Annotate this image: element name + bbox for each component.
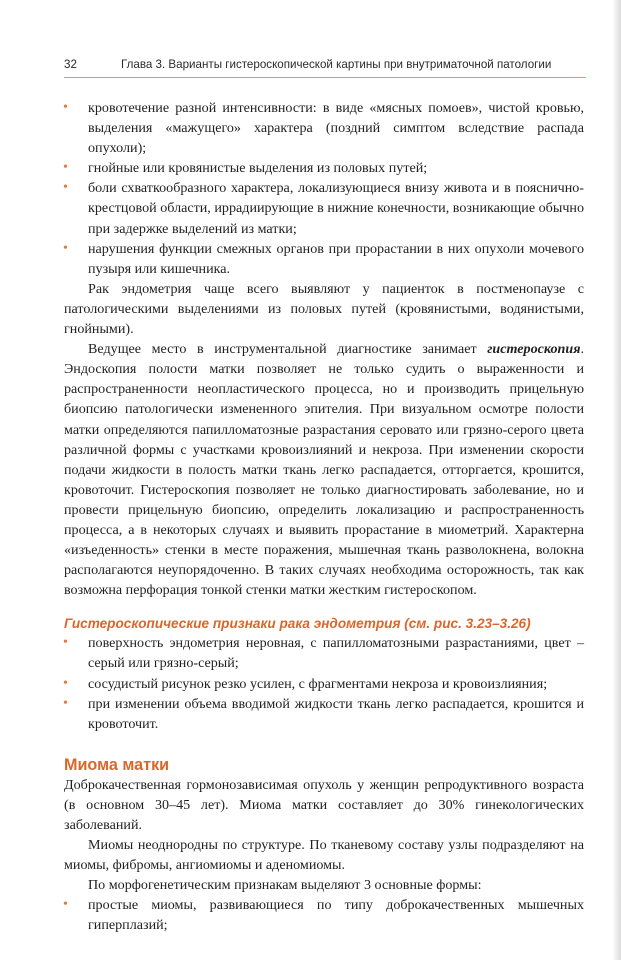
list-item <box>64 694 584 734</box>
list-item-text: нарушения функции смежных органов при прорастании в них опухоли мочевого пузыря или кишечника. <box>88 240 584 277</box>
list-item <box>64 239 584 279</box>
list-item-text: кровотечение разной интенсивности: в виде «мясных помоев», чистой кровью, выделения «мажущего» характера (поздний симптом вследствие распада опухоли); <box>88 100 584 157</box>
list-item-text: поверхность эндометрия неровная, с папилломатозными разрастаниями, цвет – серый или грязно-серый; <box>88 635 584 672</box>
subheading: Гистероскопические признаки рака эндометрия (см. рис. 3.23–3.26) <box>64 616 531 632</box>
forms-list <box>64 895 584 935</box>
page-body <box>64 98 584 936</box>
list-item <box>64 633 584 673</box>
chapter-title: Глава 3. Варианты гистероскопической картины при внутриматочной патологии <box>121 58 552 71</box>
paragraph-text: Ведущее место в инструментальной диагностике занимает <box>88 341 488 358</box>
list-item-text: при изменении объема вводимой жидкости ткань легко распадается, крошится и кровоточит. <box>88 695 584 732</box>
list-item <box>64 895 584 935</box>
list-item <box>64 98 584 158</box>
paragraph: Доброкачественная гормонозависимая опухоль у женщин репродуктивного возраста (в основном 30–45 лет). Миома матки составляет до 30% гинекологических заболеваний. <box>64 776 584 833</box>
paragraph-text: . Эндоскопия полости матки позволяет не только судить о выраженности и распространенности неопластического процесса, но и производить прицельную биопсию патологически измененного эпителия. При визуальном осмотре полости матки определяются папилломатозные разрастания серовато или грязно-серого цвета различной формы с участками кровоизлияний и некроза. При изменении скорости подачи жидкости в полость матки ткань легко распадается, отторгается, крошится, кровоточит. Гистероскопия позволяет не только диагностировать заболевание, но и провести прицельную биопсию, определить локализацию и распространенность процесса, а в некоторых случаях и выявить прорастание в миометрий. Характерна «изъеденность» стенки в месте поражения, мышечная ткань разволокнена, волокна располагаются неупорядоченно. В таких случаях необходима осторожность, так как возможна перфорация тонкой стенки матки жестким гистероскопом. <box>64 341 584 599</box>
list-item-text: гнойные или кровянистые выделения из половых путей; <box>88 160 428 177</box>
list-item <box>64 674 584 694</box>
paragraph: Миомы неоднородны по структуре. По тканевому составу узлы подразделяют на миомы, фибромы, ангиомиомы и аденомиомы. <box>64 837 584 874</box>
page-number: 32 <box>64 58 77 71</box>
paragraph: По морфогенетическим признакам выделяют 3 основные формы: <box>88 877 482 894</box>
bullet-icon: • <box>63 100 68 115</box>
bullet-icon: • <box>63 897 68 913</box>
header-rule <box>64 77 586 78</box>
section-title: Миома матки <box>64 755 170 774</box>
bullet-icon: • <box>63 240 68 256</box>
bullet-icon: • <box>63 180 68 196</box>
list-item <box>64 158 584 178</box>
bullet-icon: • <box>63 160 68 176</box>
signs-list <box>64 633 584 733</box>
bullet-icon: • <box>63 675 68 691</box>
list-item <box>64 178 584 238</box>
bullet-icon: • <box>63 635 68 651</box>
list-item-text: сосудистый рисунок резко усилен, с фрагментами некроза и кровоизлияния; <box>88 675 548 692</box>
paragraph: Рак эндометрия чаще всего выявляют у пациенток в постменопаузе с патологическими выделениями из половых путей (кровянистыми, водянистыми, гнойными). <box>64 280 584 338</box>
paragraph-hysteroscopy <box>64 339 584 600</box>
list-item-text: простые миомы, развивающиеся по типу доброкачественных мышечных гиперплазий; <box>88 897 584 934</box>
bullet-icon: • <box>63 695 68 711</box>
key-term: гистероскопия <box>487 341 581 358</box>
symptoms-list <box>64 98 584 279</box>
list-item-text: боли схваткообразного характера, локализующиеся внизу живота и в пояснично-крестцовой области, иррадиирующие в нижние конечности, возникающие обычно при задержке выделений из матки; <box>88 180 584 237</box>
page-edge-shadow <box>612 0 621 960</box>
